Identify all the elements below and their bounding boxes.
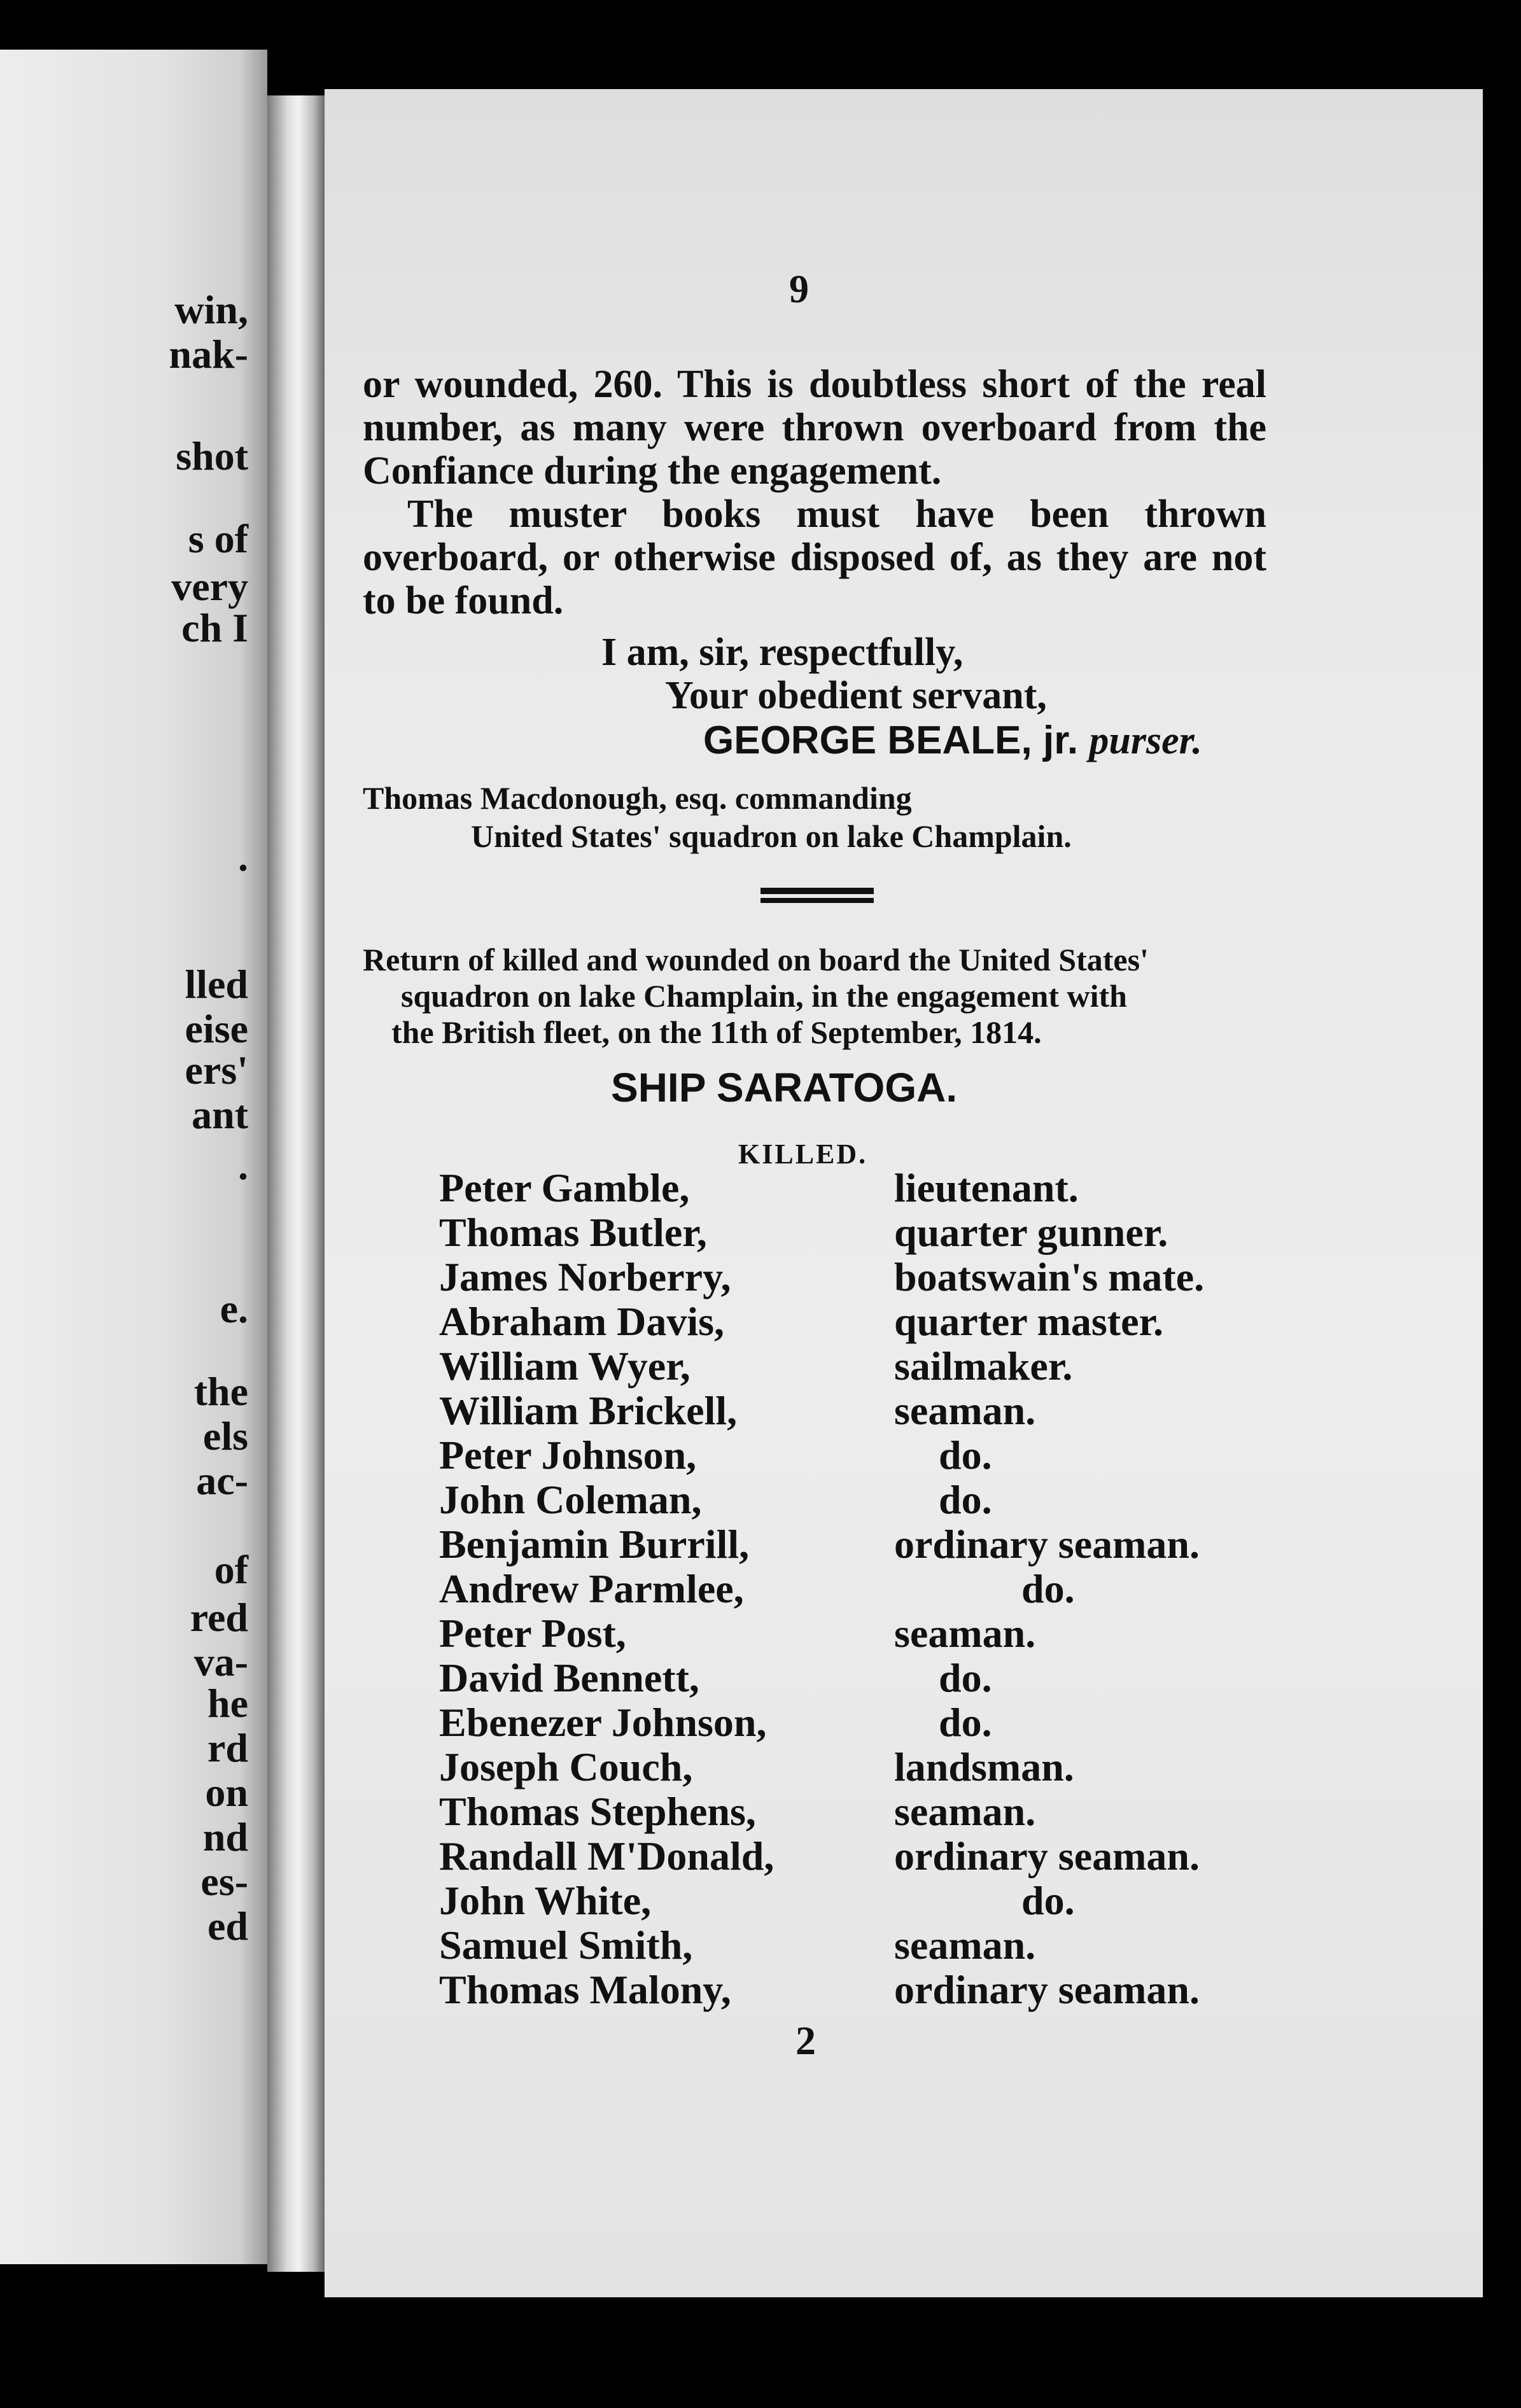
- left-margin-fragment: es-: [200, 1859, 248, 1904]
- left-margin-fragment: va-: [193, 1639, 248, 1684]
- left-margin-fragment: nak-: [169, 332, 248, 377]
- signature-name: GEORGE BEALE, jr.: [703, 718, 1079, 762]
- closing-servant: Your obedient servant,: [665, 674, 1047, 717]
- roster-row: [439, 1209, 1273, 1254]
- roster-rank: seaman.: [894, 1611, 1036, 1656]
- letter-body: [363, 363, 1266, 622]
- roster-name: Thomas Malony,: [439, 1967, 731, 2012]
- roster-row: [439, 1699, 1273, 1744]
- roster-rank: quarter gunner.: [894, 1210, 1168, 1255]
- roster-name: William Wyer,: [439, 1343, 690, 1389]
- left-margin-fragment: ant: [192, 1092, 248, 1137]
- roster-rank: do.: [939, 1655, 992, 1700]
- roster-row: [439, 1877, 1273, 1922]
- return-title-line-1: Return of killed and wounded on board the United States': [363, 942, 1149, 977]
- roster-row: [439, 1165, 1273, 1209]
- left-margin-fragment: the: [193, 1369, 248, 1414]
- roster-rank: ordinary seaman.: [894, 1967, 1200, 2012]
- addressee-line-2: United States' squadron on lake Champlain.: [471, 818, 1072, 854]
- roster-name: Thomas Stephens,: [439, 1789, 756, 1834]
- left-page-edge: [0, 50, 267, 2264]
- body-paragraph-1: or wounded, 260. This is doubtless short of the real number, as many were thrown overboard from the Confiance during the engagement.: [363, 363, 1266, 493]
- roster-row: [439, 1655, 1273, 1699]
- roster-rank: do.: [939, 1700, 992, 1745]
- return-title: [363, 942, 1260, 1051]
- left-margin-fragment: win,: [174, 287, 248, 332]
- left-margin-fragment: eise: [185, 1006, 248, 1051]
- signature-title: purser.: [1089, 719, 1202, 762]
- book-gutter: [267, 95, 325, 2272]
- roster-row: [439, 1610, 1273, 1655]
- killed-heading: KILLED.: [738, 1138, 868, 1170]
- roster-name: Thomas Butler,: [439, 1210, 707, 1255]
- roster-name: Benjamin Burrill,: [439, 1522, 750, 1567]
- roster-rank: do.: [939, 1477, 992, 1522]
- left-margin-fragment: ch I: [181, 605, 248, 650]
- roster-rank: lieutenant.: [894, 1165, 1079, 1210]
- roster-rank: quarter master.: [894, 1299, 1164, 1344]
- signature-line: [703, 718, 1202, 764]
- left-margin-fragment: he: [207, 1681, 248, 1726]
- roster-rank: seaman.: [894, 1789, 1036, 1834]
- roster-name: Abraham Davis,: [439, 1299, 725, 1344]
- roster-rank: boatswain's mate.: [894, 1254, 1205, 1299]
- roster-rank: sailmaker.: [894, 1343, 1073, 1389]
- roster-row: [439, 1387, 1273, 1432]
- left-margin-fragment: shot: [176, 433, 248, 479]
- return-title-line-2: squadron on lake Champlain, in the engagement with: [401, 978, 1127, 1014]
- roster-row: [439, 1343, 1273, 1387]
- roster-row: [439, 1565, 1273, 1610]
- roster-rank: seaman.: [894, 1922, 1036, 1968]
- left-margin-fragment: rd: [207, 1725, 248, 1770]
- left-margin-fragment: ac-: [196, 1458, 248, 1503]
- roster-name: James Norberry,: [439, 1254, 731, 1299]
- addressee-line-1: Thomas Macdonough, esq. commanding: [363, 780, 912, 816]
- roster-rank: seaman.: [894, 1388, 1036, 1433]
- roster-row: [439, 1966, 1273, 2011]
- roster-rank: ordinary seaman.: [894, 1522, 1200, 1567]
- roster-name: John Coleman,: [439, 1477, 702, 1522]
- killed-roster: [439, 1165, 1273, 2011]
- roster-row: [439, 1254, 1273, 1298]
- left-margin-fragment: .: [238, 834, 248, 879]
- roster-rank: ordinary seaman.: [894, 1833, 1200, 1879]
- left-margin-fragment: e.: [220, 1286, 248, 1331]
- roster-rank: landsman.: [894, 1744, 1074, 1789]
- roster-name: Peter Post,: [439, 1611, 626, 1656]
- roster-row: [439, 1744, 1273, 1788]
- roster-row: [439, 1298, 1273, 1343]
- roster-rank: do.: [1021, 1566, 1075, 1611]
- roster-row: [439, 1432, 1273, 1476]
- roster-name: William Brickell,: [439, 1388, 738, 1433]
- left-margin-fragment: .: [238, 1143, 248, 1188]
- signature-mark: 2: [796, 2018, 816, 2063]
- roster-name: Ebenezer Johnson,: [439, 1700, 767, 1745]
- roster-row: [439, 1476, 1273, 1521]
- roster-row: [439, 1922, 1273, 1966]
- roster-name: Randall M'Donald,: [439, 1833, 775, 1879]
- roster-row: [439, 1521, 1273, 1565]
- left-margin-fragment: very: [171, 564, 248, 609]
- closing-salutation: I am, sir, respectfully,: [601, 631, 964, 674]
- roster-rank: do.: [1021, 1878, 1075, 1923]
- left-margin-fragment: red: [190, 1595, 248, 1640]
- roster-name: Joseph Couch,: [439, 1744, 693, 1789]
- roster-name: John White,: [439, 1878, 652, 1923]
- section-divider: [760, 888, 874, 906]
- left-margin-fragment: of: [214, 1547, 248, 1592]
- roster-name: Peter Gamble,: [439, 1165, 690, 1210]
- left-margin-fragment: els: [202, 1413, 248, 1459]
- roster-name: Andrew Parmlee,: [439, 1566, 744, 1611]
- left-margin-fragment: ers': [185, 1047, 248, 1093]
- ship-heading: SHIP SARATOGA.: [611, 1065, 958, 1110]
- roster-name: Peter Johnson,: [439, 1432, 697, 1478]
- left-margin-fragment: ed: [207, 1903, 248, 1949]
- return-title-line-3: the British fleet, on the 11th of September, 1814.: [391, 1014, 1042, 1050]
- left-margin-fragment: lled: [185, 962, 248, 1007]
- body-paragraph-2: The muster books must have been thrown overboard, or otherwise disposed of, as they are not to be found.: [363, 493, 1266, 622]
- left-margin-fragment: nd: [202, 1814, 248, 1859]
- roster-name: David Bennett,: [439, 1655, 699, 1700]
- page-number: 9: [789, 268, 809, 311]
- roster-name: Samuel Smith,: [439, 1922, 693, 1968]
- roster-row: [439, 1833, 1273, 1877]
- roster-row: [439, 1788, 1273, 1833]
- left-margin-fragment: on: [205, 1770, 248, 1815]
- roster-rank: do.: [939, 1432, 992, 1478]
- left-margin-fragment: s of: [188, 516, 248, 561]
